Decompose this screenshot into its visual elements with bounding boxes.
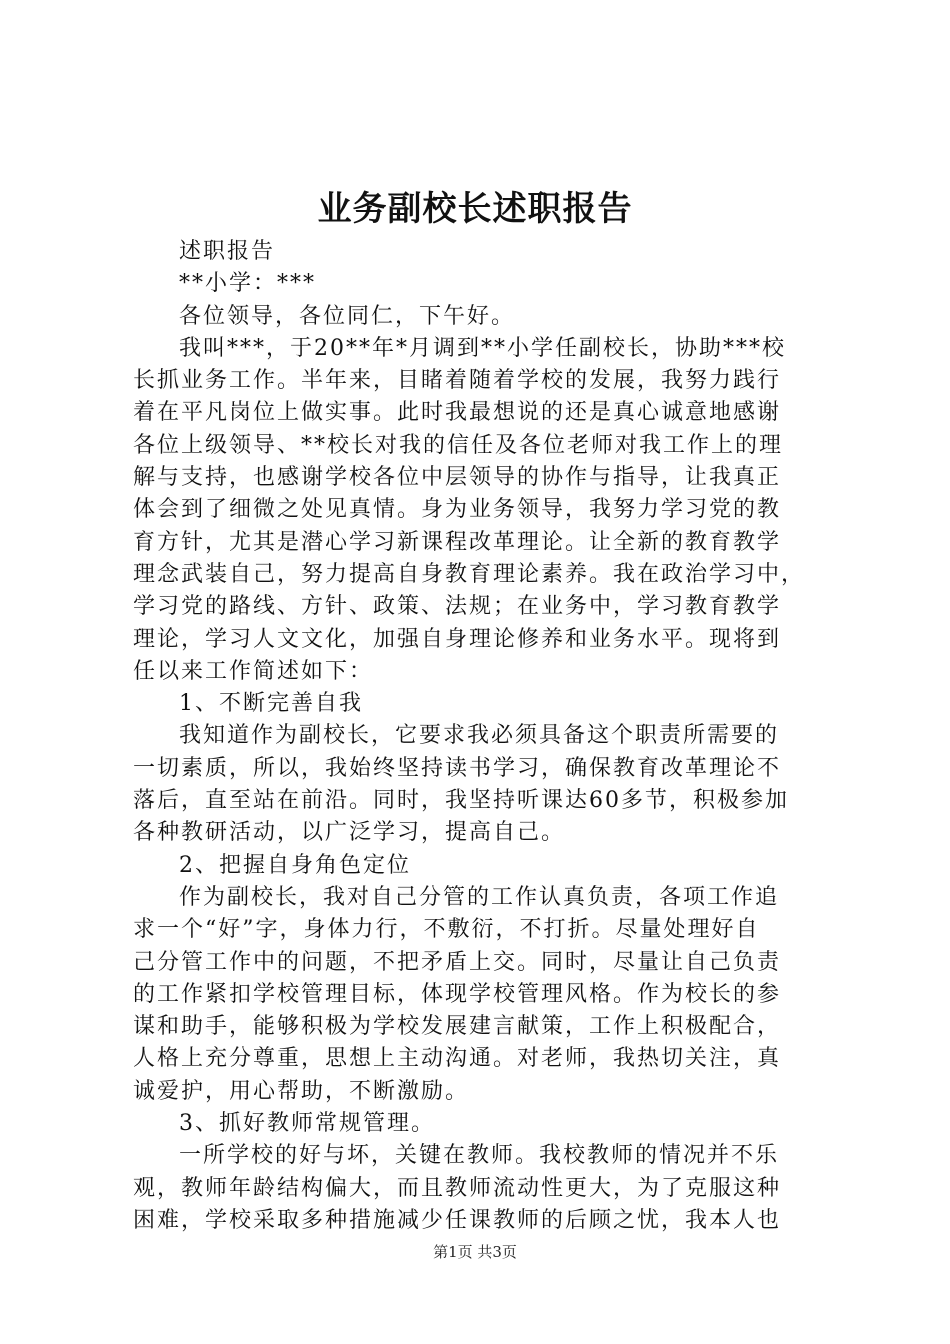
text-line: **小学：*** [179, 271, 317, 297]
text-line: 的工作紧扣学校管理目标，体现学校管理风格。作为校长的参 [133, 981, 782, 1007]
text-line: 任以来工作简述如下： [133, 658, 374, 684]
section-heading: 3、抓好教师常规管理。 [179, 1111, 435, 1137]
text-line: 述职报告 [179, 239, 276, 264]
document-title: 业务副校长述职报告 [317, 189, 633, 229]
text-line: 诚爱护，用心帮助，不断激励。 [133, 1078, 470, 1104]
text-line: 理论，学习人文文化，加强自身理论修养和业务水平。现将到 [133, 626, 782, 652]
text-line: 困难，学校采取多种措施减少任课教师的后顾之忧，我本人也 [133, 1207, 782, 1233]
text-line: 求一个“好”字，身体力行，不敷衍，不打折。尽量处理好自 [133, 917, 760, 943]
document-body [133, 236, 831, 1237]
text-line: 一所学校的好与坏，关键在教师。我校教师的情况并不乐 [179, 1143, 780, 1169]
text-line: 体会到了细微之处见真情。身为业务领导，我努力学习党的教 [133, 497, 782, 523]
text-line: 理念武装自己，努力提高自身教育理论素养。我在政治学习中， [133, 561, 806, 587]
text-line: 己分管工作中的问题，不把矛盾上交。同时，尽量让自己负责 [133, 949, 782, 975]
text-line: 各位领导，各位同仁，下午好。 [179, 303, 516, 329]
text-line: 我知道作为副校长，它要求我必须具备这个职责所需要的 [179, 723, 780, 749]
text-line: 落后，直至站在前沿。同时，我坚持听课达60多节，积极参加 [133, 788, 789, 814]
text-line: 观，教师年龄结构偏大，而且教师流动性更大，为了克服这种 [133, 1175, 782, 1201]
text-line: 学习党的路线、方针、政策、法规；在业务中，学习教育教学 [133, 594, 782, 620]
text-line: 着在平凡岗位上做实事。此时我最想说的还是真心诚意地感谢 [133, 400, 782, 426]
text-line: 解与支持，也感谢学校各位中层领导的协作与指导，让我真正 [133, 465, 782, 491]
text-line: 人格上充分尊重，思想上主动沟通。对老师，我热切关注，真 [133, 1046, 782, 1072]
text-line: 各位上级领导、**校长对我的信任及各位老师对我工作上的理 [133, 432, 784, 458]
text-line: 我叫***，于20**年*月调到**小学任副校长，协助***校 [179, 335, 786, 361]
text-line: 长抓业务工作。半年来，目睹着随着学校的发展，我努力践行 [133, 368, 782, 394]
text-line: 育方针，尤其是潜心学习新课程改革理论。让全新的教育教学 [133, 529, 782, 555]
section-heading: 1、不断完善自我 [179, 691, 363, 717]
page-footer: 第1页 共3页 [433, 1243, 517, 1261]
text-line: 作为副校长，我对自己分管的工作认真负责，各项工作追 [179, 884, 780, 910]
text-line: 各种教研活动，以广泛学习，提高自己。 [133, 820, 566, 846]
text-line: 谋和助手，能够积极为学校发展建言献策，工作上积极配合， [133, 1014, 782, 1040]
section-heading: 2、把握自身角色定位 [179, 852, 411, 878]
text-line: 一切素质，所以，我始终坚持读书学习，确保教育改革理论不 [133, 755, 782, 781]
